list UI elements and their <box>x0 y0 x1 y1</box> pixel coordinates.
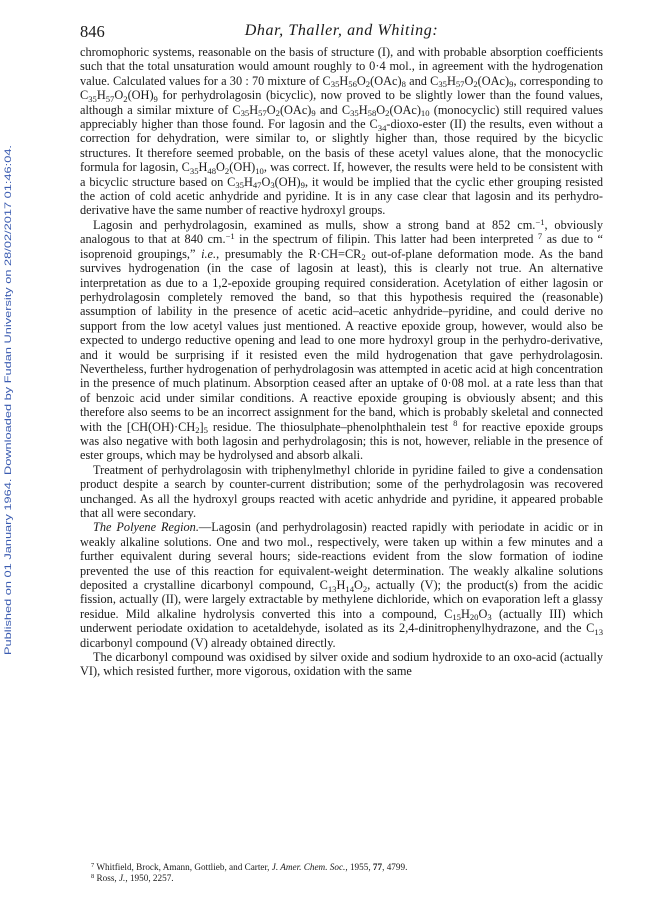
paragraph-polyene-region: The Polyene Region.—Lagosin (and perhydrolagosin) reacted rapidly with periodate in acidic or in weakly alkaline solutions. One and two mol., respectively, were taken up within a few minutes and a further equivalent during several hours; side-reactions evident from the slow formation of iodine prevented the use of this reaction for equivalent-weight determination. The weakly alkaline solutions deposited a crystalline dicarbonyl compound, $C_{13}H_{14}O_2$, actually (V); the product(s) from the acidic fission, actually (II), were largely extractable by methylene dichloride, which on evaporation left a glassy residue. Mild alkaline hydrolysis converted this into a compound, $C_{15}H_{20}O_3$ (actually III) which underwent periodate oxidation to acetaldehyde, isolated as its 2,4-dinitrophenylhydrazone, and the $C_{13}$ dicarbonyl compound (V) already obtained directly. <box>80 520 604 650</box>
paragraph-dicarbonyl-oxidation: The dicarbonyl compound was oxidised by silver oxide and sodium hydroxide to an oxo-acid (actually VI), which resisted further, more vigorous, oxidation with the same <box>80 650 603 679</box>
paragraph-trityl-treatment: Treatment of perhydrolagosin with triphenylmethyl chloride in pyridine failed to give a condensation product despite a search by counter-current distribution; some of the perhydrolagosin was recovered unchanged. As all the hydroxyl groups reacted with acetic anhydride and pyridine, it appeared probable that all were secondary. <box>80 462 603 520</box>
body-text <box>80 45 603 679</box>
publication-stamp <box>1 145 15 655</box>
footnote-8: $^8$ Ross, J., 1950, 2257. <box>91 872 174 883</box>
running-head: Dhar, Thaller, and Whiting: <box>244 22 439 39</box>
footnotes <box>80 862 603 884</box>
page-header <box>80 22 603 46</box>
paragraph-acetyl-values: chromophoric systems, reasonable on the basis of structure (I), and with probable absorption coefficients such that the total unsaturation would amount roughly to 0·4 mol., in agreement with the hydrogenation value. Calculated values for a 30 : 70 mixture of $C_{35}H_{56}O_2(OAc)_8$ and $C_{35}H_{57}O_2(OAc)_9$, corresponding to $C_{35}H_{57}O_2(OH)_9$ for perhydrolagosin (bicyclic), now proved to be slightly lower than the found values, although a similar mixture of $C_{35}H_{57}O_2(OAc)_9$ and $C_{35}H_{58}O_2(OAc)_{10}$ (monocyclic) still required values appreciably higher than those found. For lagosin and the $C_{34}-dioxo$-ester (II) the results, even without a correction for dehydration, were similar to, or slightly higher than, those required by the bicyclic structures. It therefore seemed probable, on the basis of these acetyl values alone, that the monocyclic formula for lagosin, $C_{35}H_{48}O_2(OH)_{10}$, was correct. If, however, the results were held to be consistent with a bicyclic structure based on $C_{35}H_{47}O_3(OH)_9$, it would be implied that the cyclic ether grouping resisted the action of cold acetic anhydride and pyridine. It is in any case clear that lagosin and its perhydro-derivative have the same number of reactive hydroxyl groups. <box>80 45 603 218</box>
paragraph-infrared-band: Lagosin and perhydrolagosin, examined as mulls, show a strong band at 852 cm.$^{-1}$, obviously analogous to that at 840 cm.$^{-1}$ in the spectrum of filipin. This latter had been interpreted $^7$ as due to “ isoprenoid groupings,” i.e., presumably the $R\cdot CH=CR_2$ out-of-plane deformation mode. As the band survives hydrogenation (in the case of lagosin at least), this is clearly not true. An alternative interpretation as due to a 1,2-epoxide grouping required consideration. Acetylation of either lagosin or perhydrolagosin completely removed the band, so that this hypothesis required the (reasonable) assumption of lability in the presence of acetic acid–acetic anhydride–pyridine, and could derive no support from the low acetyl values just mentioned. A reactive epoxide group, however, would also be expected to undergo reductive opening and lead to one more hydroxyl group in the perhydro-derivative, and it would be surprising if it resisted even the mild hydrogenation that gave perhydrolagosin. Nevertheless, further hydrogenation of perhydrolagosin was attempted in acetic acid at high concentration in the presence of much platinum. Absorption ceased after an uptake of 0·08 mol. at a rate less than that of benzoic acid under similar conditions. A reactive epoxide grouping is obviously absent; and this therefore also seems to be an incorrect assignment for the band, which is probably skeletal and connected with the $[CH(OH)\cdot CH_2]_5$ residue. The thiosulphate–phenolphthalein test $^8$ for reactive epoxide groups was also negative with both lagosin and perhydrolagosin; this is not, however, reliable in the presence of ester groups, which may be hydrolysed and absorb alkali. <box>80 216 603 463</box>
footnote-7: $^7$ Whitfield, Brock, Amann, Gottlieb, and Carter, J. Amer. Chem. Soc., 1955, 77, 4799. <box>91 861 408 872</box>
publication-stamp-text: Published on 01 January 1964. Downloaded by Fudan University on 28/02/2017 01:46:04. <box>3 284 13 655</box>
page-number: 846 <box>80 22 105 41</box>
